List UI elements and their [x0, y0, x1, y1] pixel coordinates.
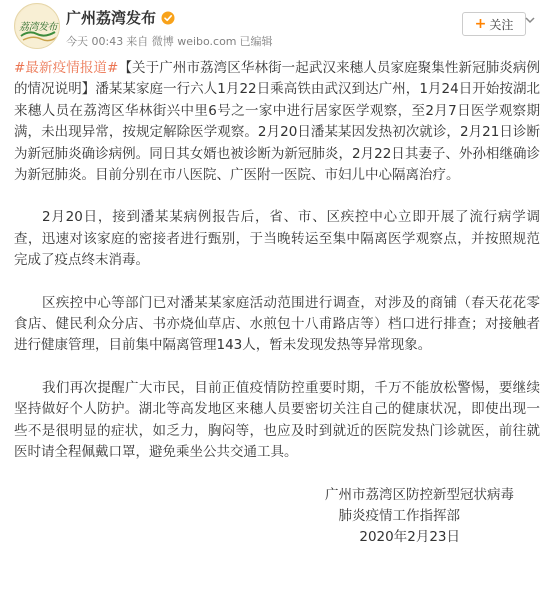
post-paragraph-2: 2月20日，接到潘某某病例报告后，省、市、区疾控中心立即开展了流行病学调查，迅速对该家庭的密接者进行甄别，于当晚转运至集中隔离医学观察点，并按照规范完成了疫点终末消毒。 [14, 209, 540, 269]
post-title: 【关于广州市荔湾区华林街一起武汉来穗人员家庭聚集性新冠肺炎病例的情况说明】 [14, 60, 541, 98]
post-paragraph-1 [14, 58, 540, 186]
signature-date: 2020年2月23日 [359, 529, 460, 546]
follow-label: 关注 [489, 17, 514, 32]
post-meta [66, 33, 276, 49]
post-source[interactable]: 来自 微博 weibo.com [126, 35, 237, 48]
follow-plus-icon: + [474, 16, 487, 32]
signature-dept: 肺炎疫情工作指挥部 [338, 507, 460, 524]
paragraph-1-text: 潘某某家庭一行六人1月22日乘高铁由武汉到达广州，1月24日开始按湖北来穗人员在荔湾区华林街兴中里6号之一家中进行居家医学观察，至2月7日医学观察期满，未出现异常，按规定解除医学观察。2月20日潘某某因发热初次就诊，2月21日诊断为新冠肺炎确诊病例。同日其女婿也被诊断为新冠肺炎，2月22日其妻子、外孙相继确诊为新冠肺炎。目前分别在市八医院、广医附一医院、市妇儿中心隔离治疗。 [14, 81, 540, 184]
verified-badge-icon [161, 11, 175, 25]
post-time[interactable]: 今天 00:43 [66, 35, 124, 48]
name-row [66, 7, 175, 28]
avatar-text: 荔湾发布 [19, 22, 57, 33]
signature-block [14, 485, 540, 549]
signature-org: 广州市荔湾区防控新型冠状病毒 [325, 486, 514, 503]
post-paragraph-4: 我们再次提醒广大市民，目前正值疫情防控重要时期，千万不能放松警惕，要继续坚持做好个人防护。湖北等高发地区来穗人员要密切关注自己的健康状况，即使出现一些不是很明显的症状，如乏力，胸闷等，也应及时到就近的医院发热门诊就医，前往就医时请全程佩戴口罩，避免乘坐公共交通工具。 [14, 379, 540, 461]
hashtag-link[interactable]: #最新疫情报道# [14, 60, 119, 76]
avatar[interactable] [14, 3, 60, 49]
post-header [14, 0, 536, 58]
chevron-down-icon[interactable] [524, 14, 536, 26]
post-paragraph-3: 区疾控中心等部门已对潘某某家庭活动范围进行调查，对涉及的商铺（春天花花零食店、健民利众分店、书亦烧仙草店、水煎包十八甫路店等）档口进行排查；对接触者进行健康管理，目前集中隔离管理143人，暂未发现发热等异常现象。 [14, 294, 540, 354]
follow-button[interactable] [462, 12, 526, 36]
post-body [14, 58, 540, 549]
account-name[interactable]: 广州荔湾发布 [66, 9, 157, 27]
edited-status: 已编辑 [239, 35, 273, 48]
